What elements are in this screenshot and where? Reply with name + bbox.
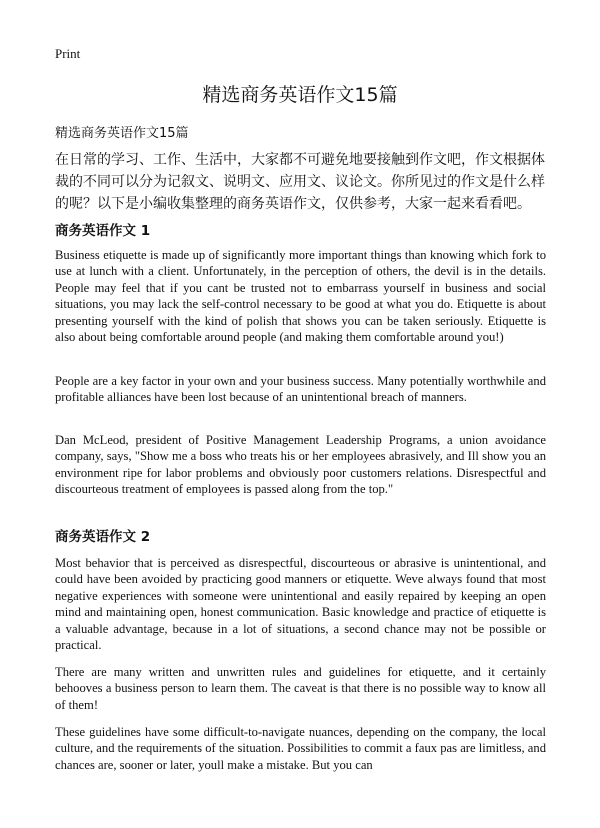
section-1-paragraph-1: Business etiquette is made up of significantly more important things than knowing which fork to use at lunch with a client. Unfortunately, in the perception of others, the devil is in the details. People may feel that if you cant be trusted not to embarrass yourself in business and social situations, you may lack the self-control necessary to be good at what you do. Etiquette is about presenting yourself with the kind of polish that shows you can be taken seriously. Etiquette is also about being comfortable around people (and making them comfortable around you!) [55, 248, 546, 345]
section-1-paragraph-2: People are a key factor in your own and your business success. Many potentially worthwhile and profitable alliances have been lost because of an unintentional breach of manners. [55, 374, 546, 405]
section-2-paragraph-3: These guidelines have some difficult-to-navigate nuances, depending on the company, the local culture, and the requirements of the situation. Possibilities to commit a faux pas are limitless, and chances are, sooner or later, youll make a mistake. But you can [55, 725, 546, 772]
section-2-paragraph-1: Most behavior that is perceived as disrespectful, discourteous or abrasive is unintentional, and could have been avoided by practicing good manners or etiquette. Weve always found that most negative experiences with someone were unintentional and easily repaired by keeping an open mind and maintaining open, honest communication. Basic knowledge and practice of etiquette is a valuable advantage, because in a lot of situations, a second chance may not be possible or practical. [55, 556, 546, 653]
print-label[interactable]: Print [55, 46, 81, 61]
intro-paragraph: 在日常的学习、工作、生活中，大家都不可避免地要接触到作文吧，作文根据体裁的不同可以分为记叙文、说明文、应用文、议论文。你所见过的作文是什么样的呢？以下是小编收集整理的商务英语作文，仅供参考，大家一起来看看吧。 [55, 152, 545, 212]
section-2-paragraph-2: There are many written and unwritten rules and guidelines for etiquette, and it certainly behooves a business person to learn them. The caveat is that there is no possible way to know all of them! [55, 665, 546, 712]
document-title: 精选商务英语作文15篇 [202, 84, 398, 106]
document-subtitle: 精选商务英语作文15篇 [55, 126, 189, 141]
section-heading-1: 商务英语作文 1 [55, 223, 151, 239]
section-1-paragraph-3: Dan McLeod, president of Positive Management Leadership Programs, a union avoidance company, says, "Show me a boss who treats his or her employees abrasively, and Ill show you an environment ripe for labor problems and obviously poor customers relations. Disrespectful and discourteous treatment of employees is passed along from the top." [55, 433, 546, 497]
section-heading-2: 商务英语作文 2 [55, 529, 151, 545]
